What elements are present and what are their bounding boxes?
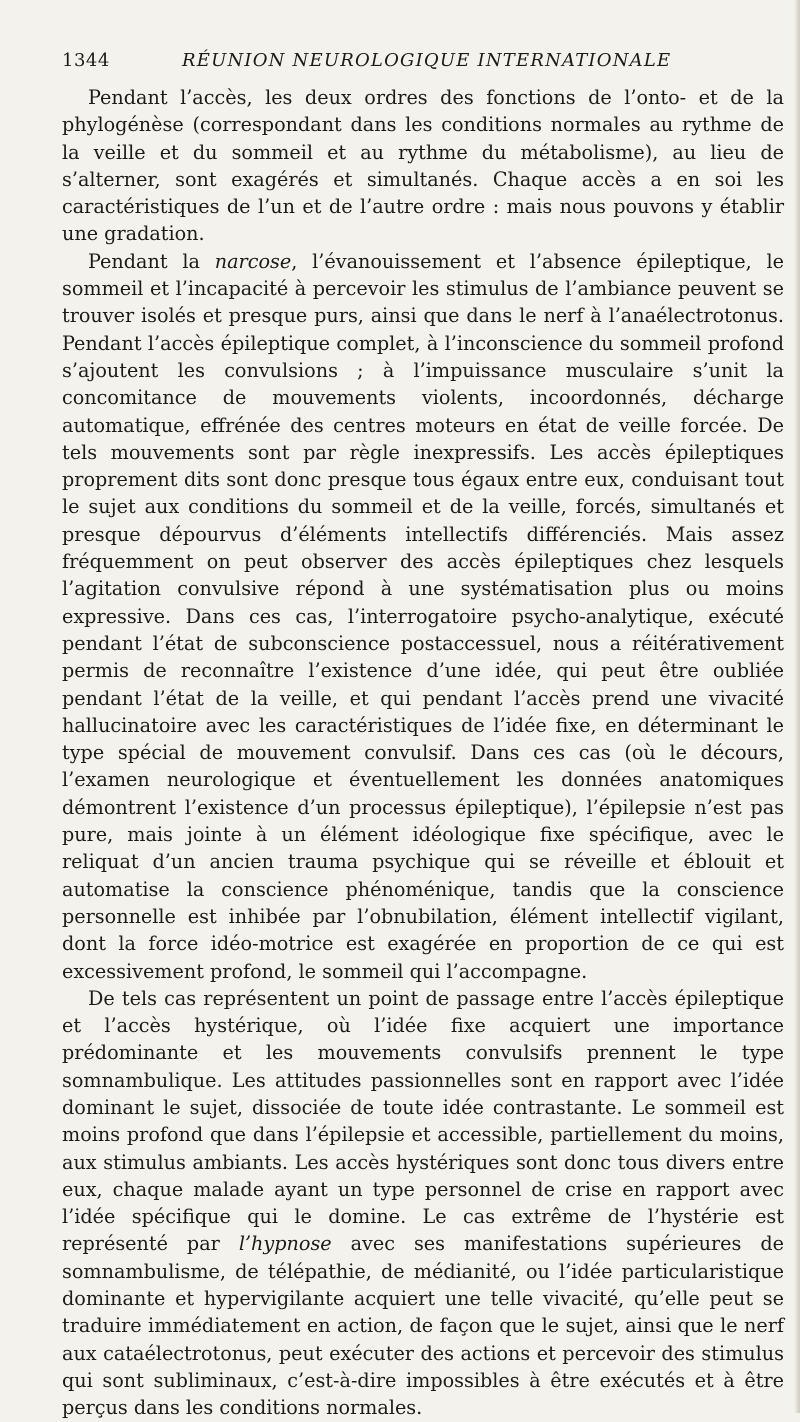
paragraph-text: Pendant l’accès, les deux ordres des fonctions de l’onto- et de la phylogénèse (correspondant dans les conditions normales au rythme de la veille et du sommeil et au rythme du métabolisme), au lieu de s’alterner, sont exagérés et simultanés. Chaque accès a en soi les caractéristiques de l’un et de l’autre ordre : mais nous pouvons y établir une gradation. bbox=[62, 86, 784, 246]
paragraph-text-rest: avec ses manifestations supérieures de somnambulisme, de télépathie, de médianité, ou l’idée particularistique dominante et hypervigilante acquiert une telle vivacité, qu’elle peut se traduire immédiatement en action, de façon que le sujet, ainsi que le nerf aux cataélectrotonus, peut exécuter des actions et percevoir des stimulus qui sont subliminaux, c’est-à-dire impossibles à être exécutés et à être perçus dans les conditions normales. bbox=[62, 1232, 784, 1420]
paragraph-text-start: De tels cas représentent un point de passage entre l’accès épileptique et l’accès hystérique, où l’idée fixe acquiert une importance prédominante et les mouvements convulsifs prennent le type somnambulique. Les attitudes passionnelles sont en rapport avec l’idée dominant le sujet, dissociée de toute idée contrastante. Le sommeil est moins profond que dans l’épilepsie et accessible, partiellement du moins, aux stimulus ambiants. Les accès hystériques sont donc tous divers entre eux, chaque malade ayant un type personnel de crise en rapport avec l’idée spécifique qui le domine. Le cas extrême de l’hystérie est représenté par bbox=[62, 986, 784, 1256]
page-number: 1344 bbox=[62, 50, 110, 71]
body-text bbox=[62, 84, 784, 1422]
paragraph-text-rest: , l’évanouissement et l’absence épileptique, le sommeil et l’incapacité à percevoir les stimulus de l’ambiance peuvent se trouver isolés et presque purs, ainsi que dans le nerf à l’anaélectrotonus. Pendant l’accès épileptique complet, à l’inconscience du sommeil profond s’ajoutent les convulsions ; à l’impuissance musculaire s’unit la concomitance de mouvements violents, incoordonnés, décharge automatique, effrénée des centres moteurs en état de veille forcée. De tels mouvements sont par règle inexpressifs. Les accès épileptiques proprement dits sont donc presque tous égaux entre eux, conduisant tout le sujet aux conditions du sommeil et de la veille, forcés, simultanés et presque dépourvus d’éléments intellectifs différenciés. Mais assez fréquemment on peut observer des accès épileptiques chez lesquels l’agitation convulsive répond à une systématisation plus ou moins expressive. Dans ces cas, l’interrogatoire psycho-analytique, exécuté pendant l’état de subconscience postaccessuel, nous a réitérativement permis de reconnaître l’existence d’une idée, qui peut être oubliée pendant l’état de la veille, et qui pendant l’accès prend une vivacité hallucinatoire avec les caractéristiques de l’idée fixe, en déterminant le type spécial de mouvement convulsif. Dans ces cas (où le décours, l’examen neurologique et éventuellement les données anatomiques démontrent l’existence d’un processus épileptique), l’épilepsie n’est pas pure, mais jointe à un élément idéologique fixe spécifique, avec le reliquat d’un ancien trauma psychique qui se réveille et éblouit et automatise la conscience phénoménique, tandis que la conscience personnelle est inhibée par l’obnubilation, élément intellectif vigilant, dont la force idéo-motrice est exagérée en proportion de ce qui est excessivement profond, le sommeil qui l’accompagne. bbox=[62, 249, 784, 983]
page-header bbox=[62, 50, 784, 84]
book-page bbox=[62, 50, 784, 1422]
italic-term: l’hypnose bbox=[238, 1232, 332, 1256]
page-edge-shadow bbox=[794, 0, 800, 1413]
paragraph-1 bbox=[62, 84, 784, 248]
paragraph-3 bbox=[62, 985, 784, 1422]
running-title: RÉUNION NEUROLOGIQUE INTERNATIONALE bbox=[182, 50, 672, 71]
paragraph-2 bbox=[62, 248, 784, 985]
italic-term: narcose bbox=[214, 249, 292, 273]
paragraph-text-start: Pendant la bbox=[88, 249, 215, 273]
